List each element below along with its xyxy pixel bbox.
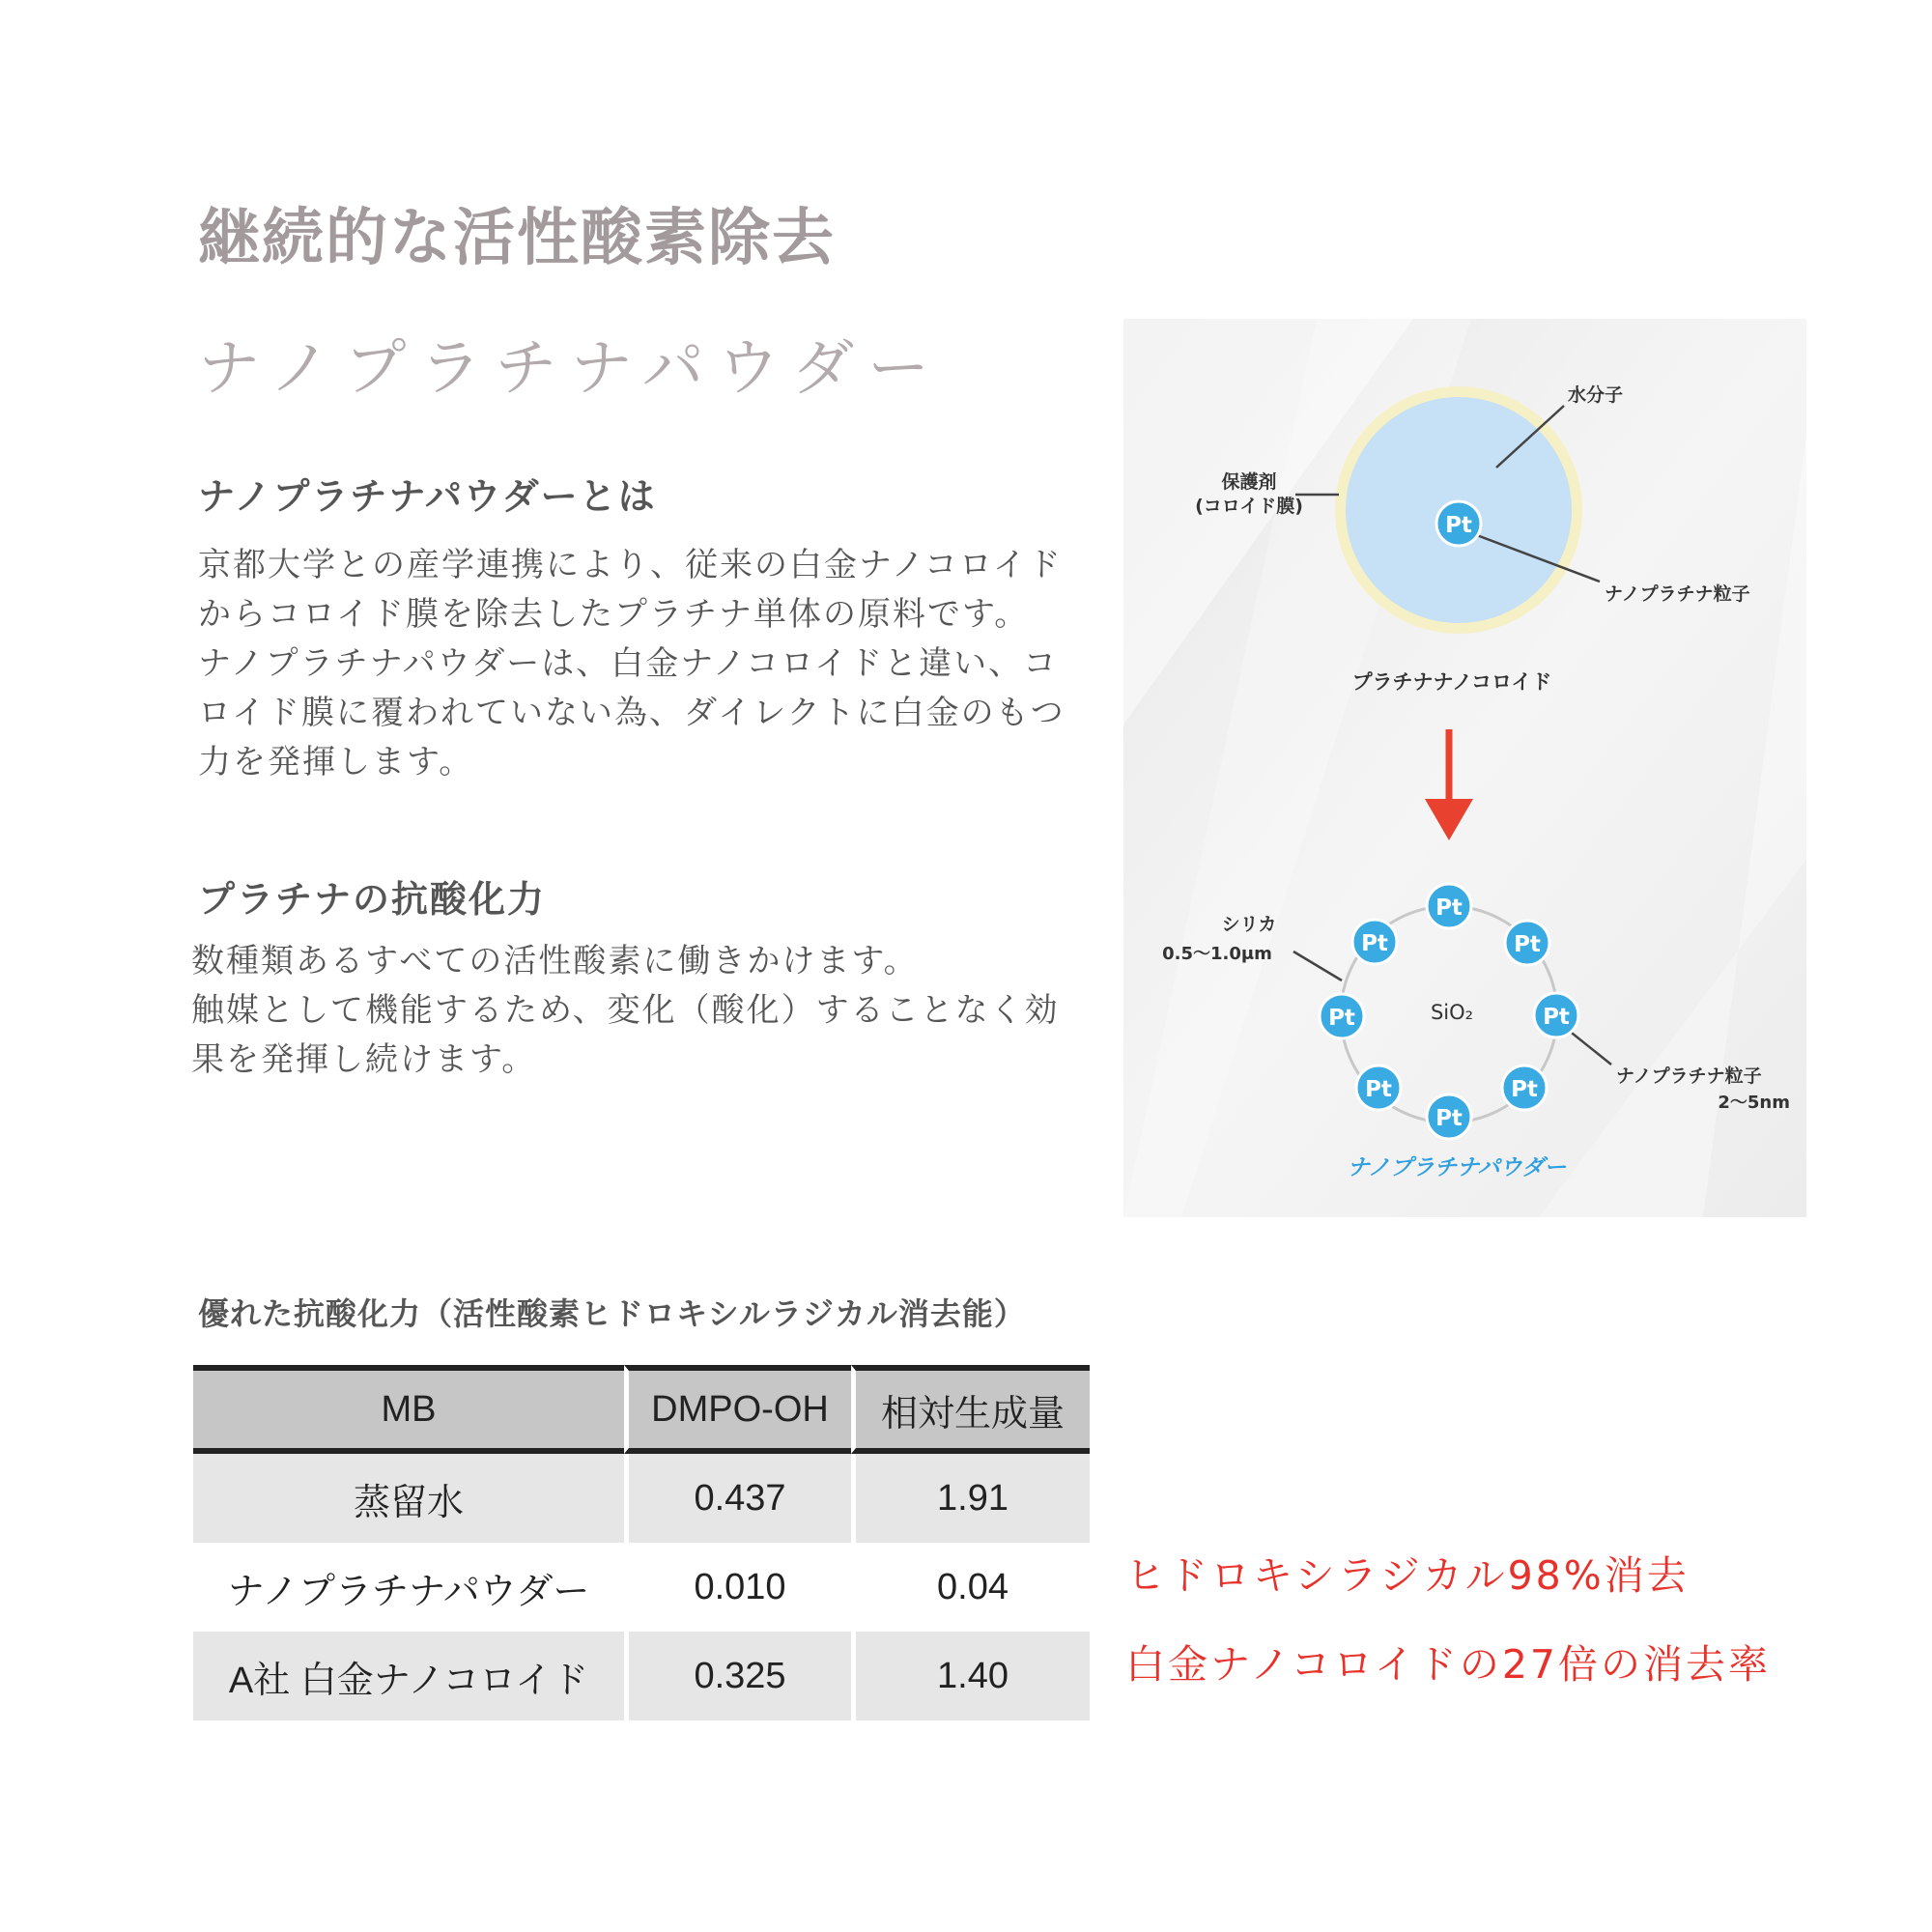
table-cell: 1.91 <box>851 1454 1090 1543</box>
body-line: 数種類あるすべての活性酸素に働きかけます。 <box>191 942 919 980</box>
highlight-note-elimination: ヒドロキシラジカル98%消去 <box>1125 1552 1690 1599</box>
table-cell: A社 白金ナノコロイド <box>193 1632 624 1720</box>
table-cell: 1.40 <box>851 1632 1090 1720</box>
svg-text:Pt: Pt <box>1435 895 1463 921</box>
svg-text:Pt: Pt <box>1435 1106 1463 1131</box>
table-row <box>193 1543 1090 1632</box>
body-line: ナノプラチナパウダーは、白金ナノコロイドと違い、コ <box>198 644 1059 683</box>
table-header-row <box>193 1365 1090 1454</box>
column-header: 相対生成量 <box>851 1365 1090 1454</box>
table-cell: 0.325 <box>624 1632 851 1720</box>
powder-caption: ナノプラチナパウダー <box>1347 1155 1567 1180</box>
svg-text:Pt: Pt <box>1361 931 1388 956</box>
section-body-antioxidant <box>191 937 1119 1085</box>
table-cell: 0.010 <box>624 1543 851 1632</box>
section-heading-antioxidant: プラチナの抗酸化力 <box>198 878 547 921</box>
water-molecule-label: 水分子 <box>1568 384 1624 406</box>
body-line: 触媒として機能するため、変化（酸化）することなく効 <box>191 991 1060 1030</box>
sio2-label: SiO₂ <box>1430 1001 1474 1024</box>
body-line: 力を発揮します。 <box>198 743 474 781</box>
table-cell: 蒸留水 <box>193 1454 624 1543</box>
platinum-structure-diagram <box>1123 319 1806 1217</box>
column-header: DMPO-OH <box>624 1365 851 1454</box>
silica-label: シリカ <box>1221 914 1277 935</box>
table-caption: 優れた抗酸化力（活性酸素ヒドロキシルラジカル消去能） <box>198 1295 1026 1332</box>
nano-particle-label: ナノプラチナ粒子 <box>1605 583 1750 605</box>
body-line: ロイド膜に覆われていない為、ダイレクトに白金のもつ <box>198 694 1065 732</box>
table-row <box>193 1454 1090 1543</box>
body-line: 京都大学との産学連携により、従来の白金ナノコロイド <box>198 546 1063 584</box>
page-title: 継続的な活性酸素除去 <box>198 203 836 274</box>
antioxidant-table <box>193 1365 1090 1720</box>
svg-text:Pt: Pt <box>1514 932 1541 957</box>
pt-label: Pt <box>1445 513 1472 538</box>
svg-text:Pt: Pt <box>1328 1006 1355 1031</box>
svg-text:Pt: Pt <box>1511 1077 1538 1102</box>
colloid-caption: プラチナナノコロイド <box>1351 670 1552 694</box>
table-row <box>193 1632 1090 1720</box>
body-line: からコロイド膜を除去したプラチナ単体の原料です。 <box>198 595 1030 634</box>
column-header: MB <box>193 1365 624 1454</box>
silica-size-label: 0.5～1.0μm <box>1162 944 1272 964</box>
nano-particle-label-2: ナノプラチナ粒子 <box>1616 1065 1762 1087</box>
svg-text:Pt: Pt <box>1365 1077 1392 1102</box>
highlight-note-ratio: 白金ナノコロイドの27倍の消去率 <box>1125 1641 1772 1688</box>
section-body-about <box>198 541 1106 787</box>
body-line: 果を発揮し続けます。 <box>191 1040 537 1079</box>
colloid-membrane-label: (コロイド膜) <box>1195 496 1303 517</box>
table-cell: ナノプラチナパウダー <box>227 1571 590 1612</box>
particle-size-label: 2～5nm <box>1718 1093 1790 1113</box>
table-cell: 0.437 <box>624 1454 851 1543</box>
protectant-label: 保護剤 <box>1221 471 1277 493</box>
svg-text:Pt: Pt <box>1543 1005 1570 1030</box>
page-subtitle: ナノプラチナパウダー <box>198 333 944 405</box>
section-heading-about: ナノプラチナパウダーとは <box>198 475 657 518</box>
table-cell: 0.04 <box>851 1543 1090 1632</box>
